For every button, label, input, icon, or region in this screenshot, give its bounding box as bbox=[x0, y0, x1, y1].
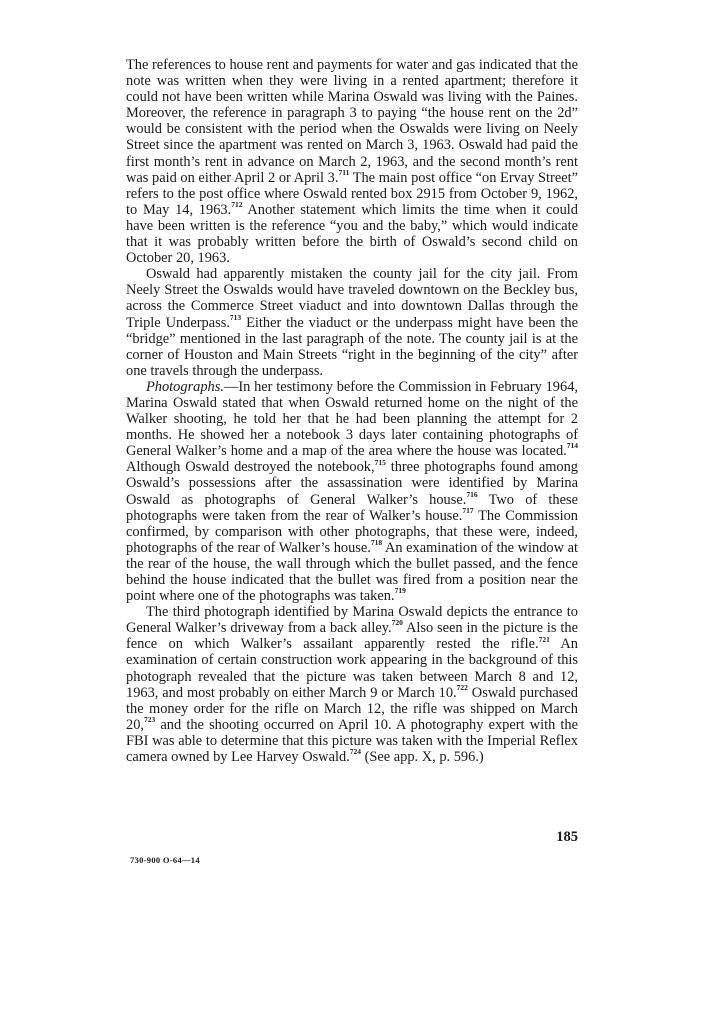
footnote-reference: 716 bbox=[466, 489, 478, 499]
text-run: The third photograph identified by Marina Oswald depicts the entrance to General Walker’s driveway from a back alley. bbox=[126, 604, 578, 637]
page-number: 185 bbox=[556, 829, 578, 845]
footnote-reference: 723 bbox=[144, 715, 156, 725]
footnote-reference: 719 bbox=[394, 586, 406, 596]
paragraph bbox=[126, 604, 578, 765]
footnote-reference: 715 bbox=[374, 457, 386, 467]
footnote-reference: 713 bbox=[229, 312, 242, 322]
paragraph bbox=[126, 266, 578, 379]
text-run: Oswald purchased the money order for the rifle on March 12, the rifle was shipped on March 20, bbox=[126, 684, 578, 733]
footnote-reference: 712 bbox=[231, 200, 243, 210]
text-run: An examination of certain construction work appearing in the background of this photograph revealed that the picture was taken between March 8 and 12, 1963, and most probably on either March 9 or March 10. bbox=[126, 636, 578, 701]
section-heading: Photographs. bbox=[146, 378, 224, 395]
body-text bbox=[126, 57, 578, 765]
footnote-reference: 724 bbox=[349, 747, 362, 757]
footnote-reference: 717 bbox=[462, 505, 474, 515]
paragraph bbox=[126, 379, 578, 604]
footnote-reference: 720 bbox=[391, 618, 403, 628]
footnote-reference: 722 bbox=[456, 682, 468, 692]
text-run: Two of these photographs were taken from the rear of Walker’s house. bbox=[126, 491, 578, 524]
text-run: three photographs found among Oswald’s possessions after the assassination were identified by Marina Oswald as photographs of General Walker’s house. bbox=[126, 459, 578, 508]
text-run: and the shooting occurred on April 10. A photography expert with the FBI was able to determine that this picture was taken with the Imperial Reflex camera owned by Lee Harvey Oswald. bbox=[126, 716, 578, 766]
footnote-reference: 718 bbox=[370, 538, 383, 548]
paragraph bbox=[126, 57, 578, 266]
text-run: Although Oswald destroyed the notebook, bbox=[126, 459, 375, 476]
text-run: The references to house rent and payments for water and gas indicated that the note was written when they were living in a rented apartment; therefore it could not have been written while Marina Oswald was living with the Paines. Moreover, the reference in paragraph 3 to paying “the house rent on the 2d” would be consistent with the period when the Oswalds were living on Neely Street since the apartment was rented on March 3, 1963. Oswald had paid the first month’s rent in advance on March 2, 1963, and the second month’s rent was paid on either April 2 or April 3. bbox=[126, 57, 578, 186]
footnote-reference: 711 bbox=[338, 167, 350, 177]
text-run: —In her testimony before the Commission in February 1964, Marina Oswald stated that when Oswald returned home on the night of the Walker shooting, he told her that he had been planning the attempt for 2 months. He showed her a notebook 3 days later containing photographs of General Walker’s home and a map of the area where the house was located. bbox=[126, 378, 578, 460]
footnote-reference: 714 bbox=[566, 441, 578, 451]
text-run: The Commission confirmed, by comparison with other photographs, that these were, indeed, photographs of the rear of Walker’s house. bbox=[126, 507, 578, 556]
printing-office-code: 730-900 O-64—14 bbox=[130, 855, 200, 865]
text-run: An examination of the window at the rear of the house, the wall through which the bullet passed, and the fence behind the house indicated that the bullet was fired from a position near the point where one of the photographs was taken. bbox=[126, 539, 578, 605]
text-run: (See app. X, p. 596.) bbox=[361, 749, 484, 766]
text-run: Either the viaduct or the underpass might have been the “bridge” mentioned in the last paragraph of the note. The county jail is at the corner of Houston and Main Streets “right in the beginning of the city” after one travels through the underpass. bbox=[126, 314, 578, 379]
text-run: Another statement which limits the time when it could have been written is the reference “you and the baby,” which would indicate that it was probably written before the birth of Oswald’s second child on October 20, 1963. bbox=[126, 201, 578, 267]
text-run: Also seen in the picture is the fence on which Walker’s assailant apparently rested the rifle. bbox=[126, 620, 578, 653]
footnote-reference: 721 bbox=[538, 634, 550, 644]
text-run: Oswald had apparently mistaken the county jail for the city jail. From Neely Street the Oswalds would have traveled downtown on the Beckley bus, across the Commerce Street viaduct and into downtown Dallas through the Triple Underpass. bbox=[126, 266, 578, 331]
text-run: The main post office “on Ervay Street” refers to the post office where Oswald rented box 2915 from October 9, 1962, to May 14, 1963. bbox=[126, 169, 578, 218]
